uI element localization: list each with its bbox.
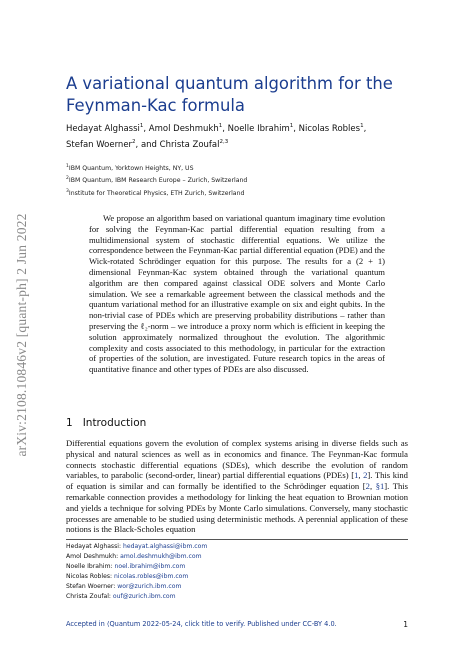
email-link[interactable]: hedayat.alghassi@ibm.com <box>122 543 208 550</box>
author: Stefan Woerner$^2$ <box>66 138 136 150</box>
footnote-divider <box>66 539 408 540</box>
author-emails <box>66 542 366 603</box>
author: Noelle Ibrahim$^1$ <box>227 123 294 134</box>
email-row: Noelle Ibrahim: noel.ibrahim@ibm.com <box>66 563 186 571</box>
abstract: We propose an algorithm based on variational quantum imaginary time evolution for solving the Feynman-Kac partial differential equation resulting from a multidimensional system of stochastic differential equations. We utilize the correspondence between the Feynman-Kac partial differential equation (PDE) and the Wick-rotated Schrödinger equation for this purpose. The results for a (2 + 1) dimensional Feynman-Kac system obtained through the variational quantum algorithm are then compared against classical ODE solvers and Monte Carlo simulation. We see a remarkable agreement between the classical methods and the quantum variational method for an illustrative example on six and eight qubits. In the non-trivial case of PDEs which are preserving probability distributions – rather than preserving the ℓ₂-norm – we introduce a proxy norm which is efficient in keeping the solution approximately normalized throughout the evolution. The algorithmic complexity and costs associated to this methodology, in particular for the extraction of properties of the solution, are investigated. Future research topics in the areas of quantitative finance and other types of PDEs are also discussed. <box>89 213 385 375</box>
author: Christa Zoufal$^{2,3}$ <box>159 138 229 150</box>
email-row: Christa Zoufal: ouf@zurich.ibm.com <box>66 593 176 601</box>
author: Nicolas Robles$^1$ <box>298 123 364 134</box>
arxiv-stamp <box>12 180 32 490</box>
email-link[interactable]: nicolas.robles@ibm.com <box>114 573 189 581</box>
email-row: Nicolas Robles: nicolas.robles@ibm.com <box>66 573 189 581</box>
page-number: 1 <box>403 620 408 629</box>
arxiv-identifier: arXiv:2108.10846v2 [quant-ph] 2 Jun 2022 <box>14 213 29 457</box>
affiliation: $^3$Institute for Theoretical Physics, ETH Zurich, Switzerland <box>66 188 245 197</box>
citation-link[interactable]: 2 <box>363 470 368 481</box>
author: Hedayat Alghassi$^1$ <box>66 123 144 134</box>
section-number: 1 <box>66 417 73 429</box>
affiliation: $^2$IBM Quantum, IBM Research Europe – Zurich, Switzerland <box>66 176 248 185</box>
citation-link[interactable]: 2 <box>365 481 370 492</box>
author-list: Hedayat Alghassi$^1$, Amol Deshmukh$^1$, Noelle Ibrahim$^1$, Nicolas Robles$^1$, Stefan Woerner$^2$, and Christa Zoufal$^{2,3}$ <box>66 123 367 150</box>
email-row: Hedayat Alghassi: hedayat.alghassi@ibm.com <box>66 543 208 550</box>
email-link[interactable]: amol.deshmukh@ibm.com <box>120 553 202 561</box>
section-title: Introduction <box>82 417 147 429</box>
email-link[interactable]: ouf@zurich.ibm.com <box>112 593 176 601</box>
author: Amol Deshmukh$^1$ <box>148 123 223 134</box>
email-row: Amol Deshmukh: amol.deshmukh@ibm.com <box>66 553 202 561</box>
email-link[interactable]: noel.ibrahim@ibm.com <box>114 563 186 571</box>
email-link[interactable]: wor@zurich.ibm.com <box>117 583 182 591</box>
section-heading <box>66 417 146 429</box>
paper-title[interactable]: A variational quantum algorithm for the Feynman-Kac formula <box>66 74 393 115</box>
email-row: Stefan Woerner: wor@zurich.ibm.com <box>66 583 182 591</box>
citation-link[interactable]: 1 <box>354 470 359 481</box>
intro-paragraph: Differential equations govern the evolution of complex systems arising in diverse fields such as physical and natural sciences as well as in economics and finance. The Feynman-Kac formula connects stochastic differential equations (SDEs), which describe the evolution of random variables, to parabolic (second-order, linear) partial differential equations (PDEs) [1, 2]. This kind of equation is similar and can formally be identified to the Schrödinger equation [2, §1]. This remarkable connection provides a methodology for linking the heat equation to Brownian motion and yields a technique for solving PDEs by Monte Carlo simulations. Conversely, many stochastic processes are amenable to be studied using deterministic methods. A perennial application of these notions is the Black-Scholes equation <box>66 438 409 535</box>
citation-link[interactable]: §1 <box>375 481 385 492</box>
acceptance-notice[interactable]: Accepted in ⟨Quantum 2022-05-24, click title to verify. Published under CC-BY 4.0. <box>66 620 337 628</box>
affiliation: $^1$IBM Quantum, Yorktown Heights, NY, US <box>66 164 194 173</box>
affiliation-list <box>66 162 426 199</box>
